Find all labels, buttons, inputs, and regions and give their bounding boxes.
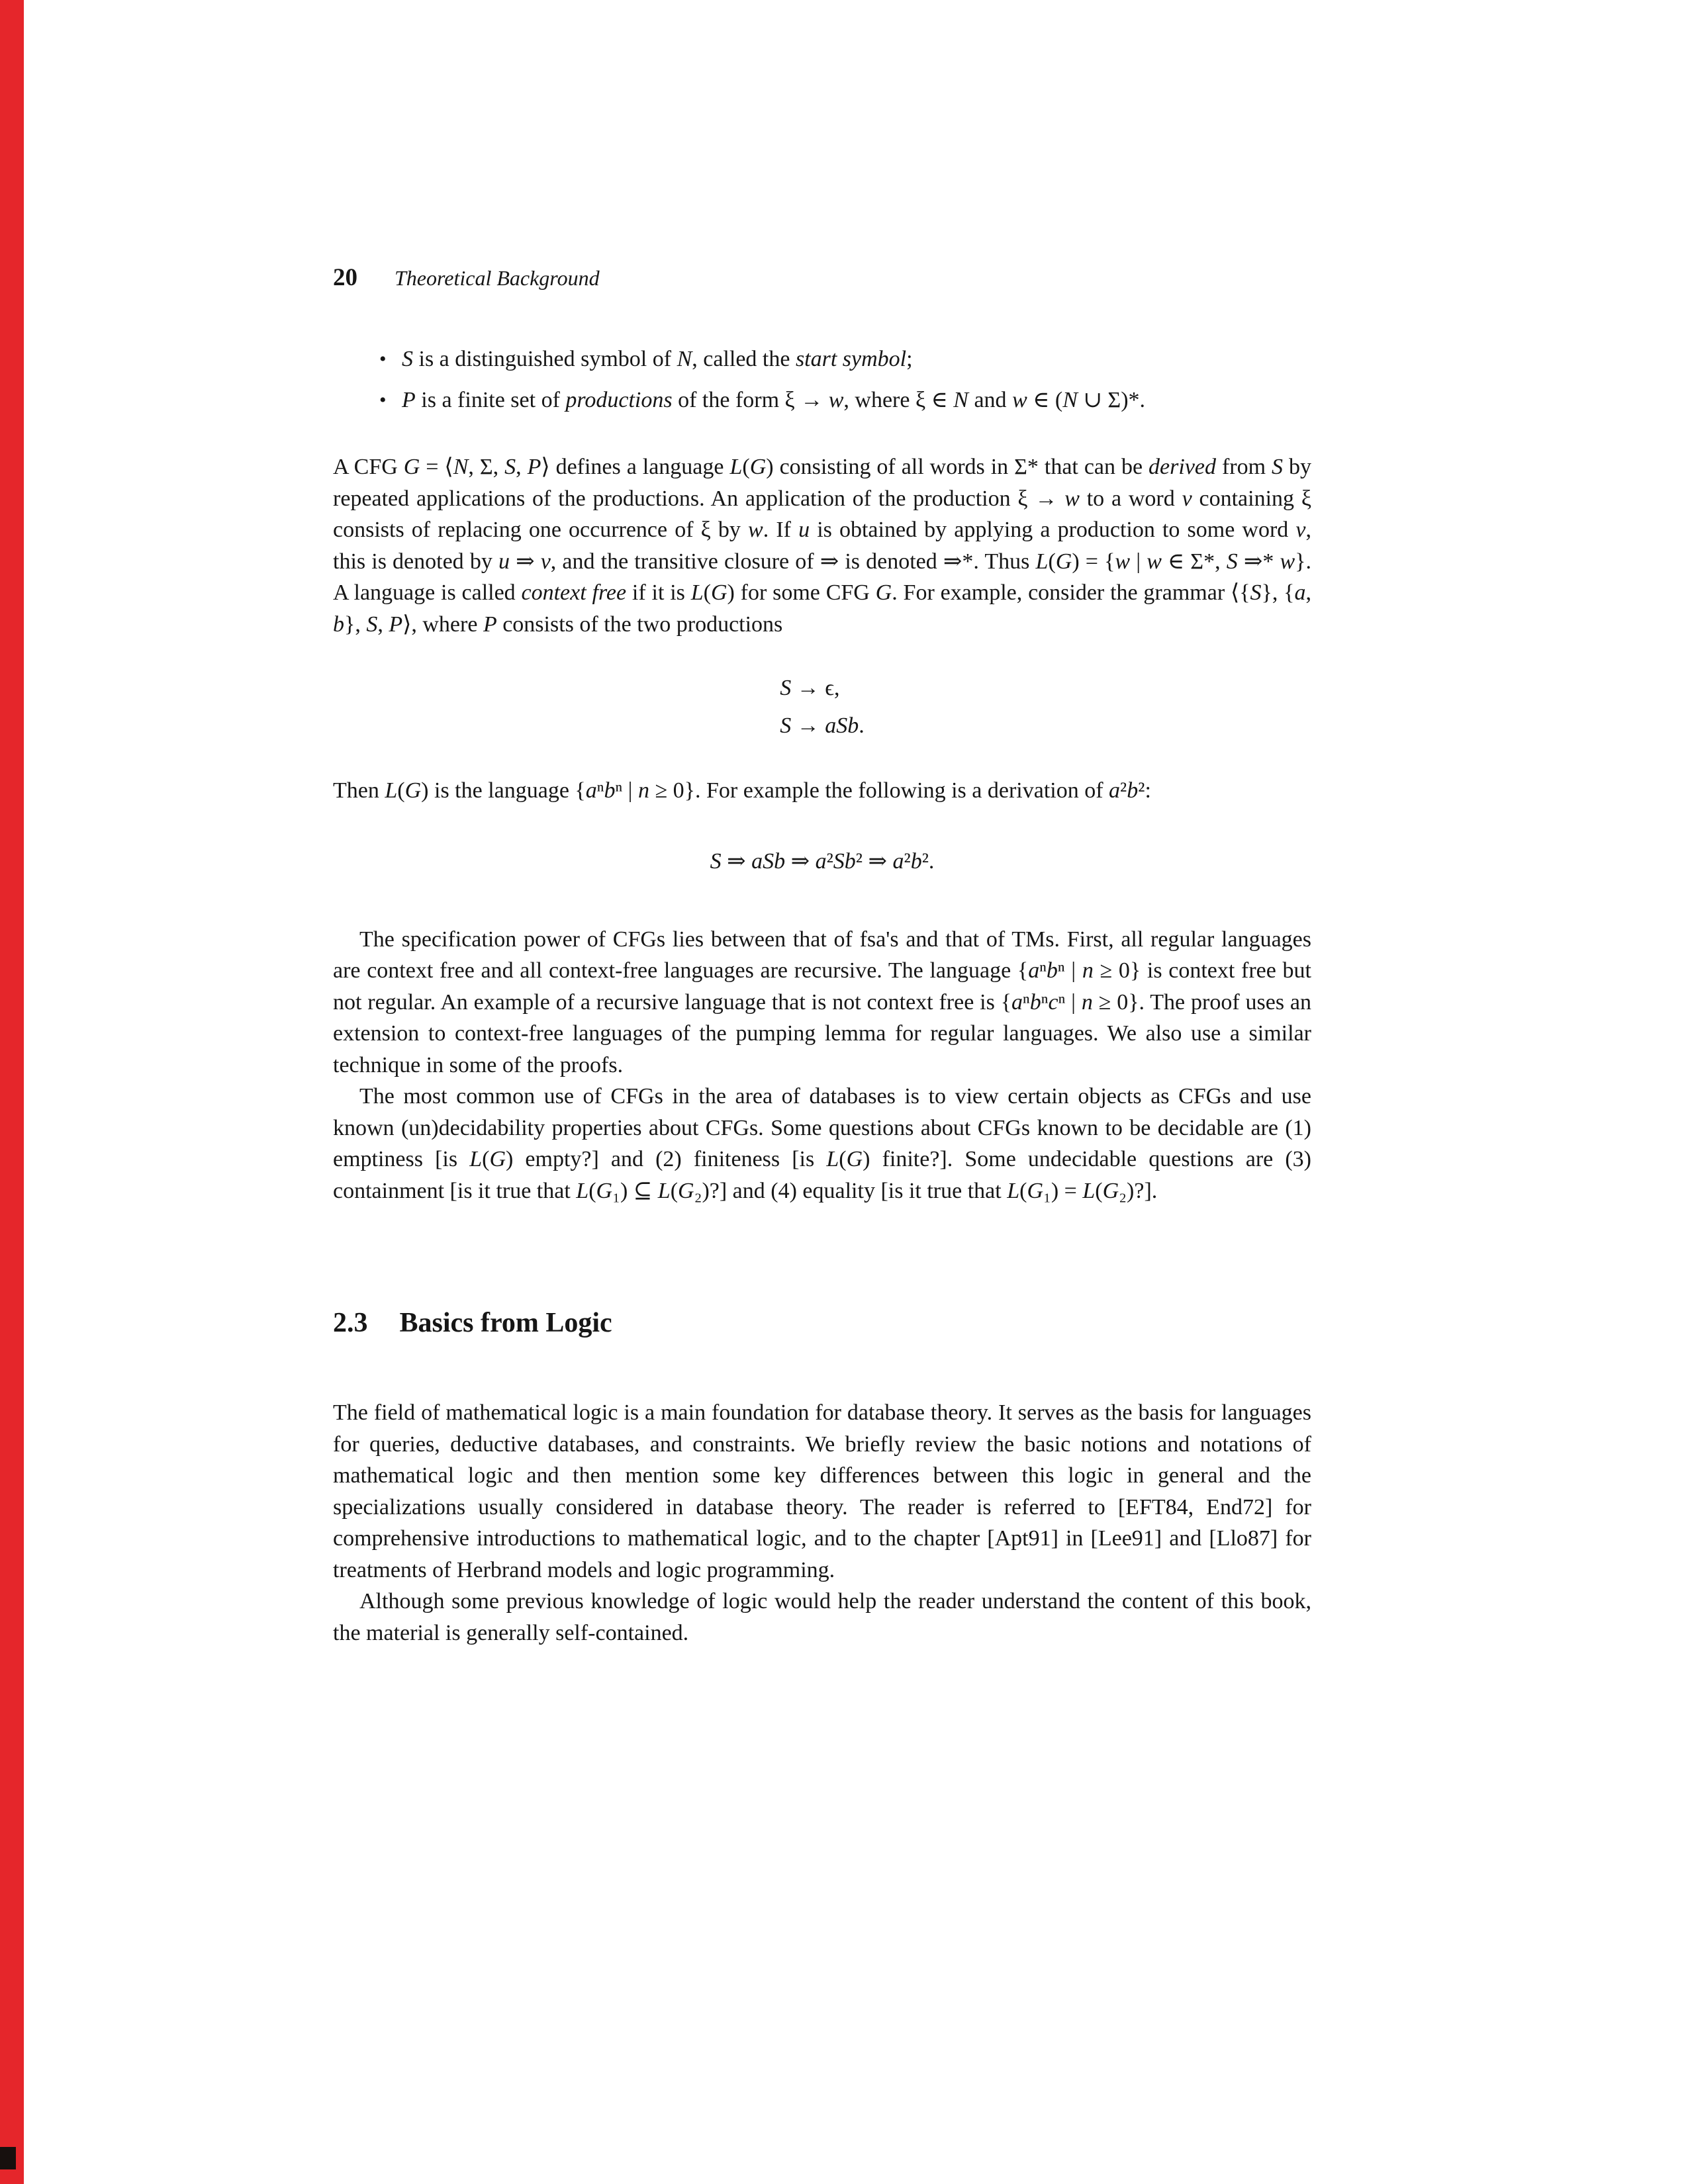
paragraph-self-contained: Although some previous knowledge of logic would help the reader understand the content of this book, the material is generally self-contained. xyxy=(333,1589,1311,1645)
equation-line-asb: S → aSb. xyxy=(780,713,865,738)
page-number: 20 xyxy=(333,264,357,291)
bullet-text: P is a finite set of productions of the form ξ → w, where ξ ∈ N and w ∈ (N ∪ Σ)*. xyxy=(402,388,1146,412)
bullet-marker: • xyxy=(379,348,387,370)
running-title: Theoretical Background xyxy=(395,266,600,290)
bullet-list xyxy=(333,343,1311,416)
equation-group xyxy=(780,669,865,745)
paragraph-specification-power: The specification power of CFGs lies between that of fsa's and that of TMs. First, all regular languages are context free and all context-free languages are recursive. The language {aⁿbⁿ | n ≥ 0} is context free but not regular. An example of a recursive language that is not context free is {aⁿbⁿcⁿ | n ≥ 0}. The proof uses an extension to context-free languages of the pumping lemma for regular languages. We also use a similar technique in some of the proofs. xyxy=(333,927,1312,1077)
page-edge-black-mark xyxy=(0,2147,16,2169)
page-content xyxy=(333,263,1311,1649)
bullet-marker: • xyxy=(379,389,387,411)
page-edge-red-strip xyxy=(0,0,24,2184)
section-title: Basics from Logic xyxy=(399,1308,612,1338)
equation-line-derivation: S ⇒ aSb ⇒ a²Sb² ⇒ a²b². xyxy=(710,848,935,874)
paragraph-cfg-definition: A CFG G = ⟨N, Σ, S, P⟩ defines a language L(G) consisting of all words in Σ* that can be derived from S by repeated applications of the productions. An application of the production ξ → w to a word v containing ξ consists of replacing one occurrence of ξ by w. If u is obtained by applying a production to some word v, this is denoted by u ⇒ v, and the transitive closure of ⇒ is denoted ⇒*. Thus L(G) = {w | w ∈ Σ*, S ⇒* w}. A language is called context free if it is L(G) for some CFG G. For example, consider the grammar ⟨{S}, {a, b}, S, P⟩, where P consists of the two productions xyxy=(333,455,1312,637)
equation-grammar-productions xyxy=(333,669,1311,745)
paragraph-cfg-databases: The most common use of CFGs in the area of databases is to view certain objects as CFGs and use known (un)decidability properties about CFGs. Some questions about CFGs known to be decidable are (1) emptiness [is L(G) empty?] and (2) finiteness [is L(G) finite?]. Some undecidable questions are (3) containment [is it true that L(G₁) ⊆ L(G₂)?] and (4) equality [is it true that L(G₁) = L(G₂)?]. xyxy=(333,1084,1312,1203)
section-number: 2.3 xyxy=(333,1308,368,1338)
bullet-item-start-symbol xyxy=(333,343,1311,375)
paragraph-language-anbn: Then L(G) is the language {aⁿbⁿ | n ≥ 0}. For example the following is a derivation of a²b²: xyxy=(333,778,1151,803)
bullet-text: S is a distinguished symbol of N, called the start symbol; xyxy=(402,347,913,371)
running-head xyxy=(333,263,1311,292)
section-heading xyxy=(333,1307,1311,1339)
equation-derivation xyxy=(333,842,1311,880)
equation-line-epsilon: S → ϵ, xyxy=(780,676,840,700)
bullet-item-productions xyxy=(333,385,1311,416)
paragraph-logic-intro: The field of mathematical logic is a main foundation for database theory. It serves as the basis for languages for queries, deductive databases, and constraints. We briefly review the basic notions and notations of mathematical logic and then mention some key differences between this logic in general and the specializations usually considered in database theory. The reader is referred to [EFT84, End72] for comprehensive introductions to mathematical logic, and to the chapter [Apt91] in [Lee91] and [Llo87] for treatments of Herbrand models and logic programming. xyxy=(333,1400,1311,1582)
